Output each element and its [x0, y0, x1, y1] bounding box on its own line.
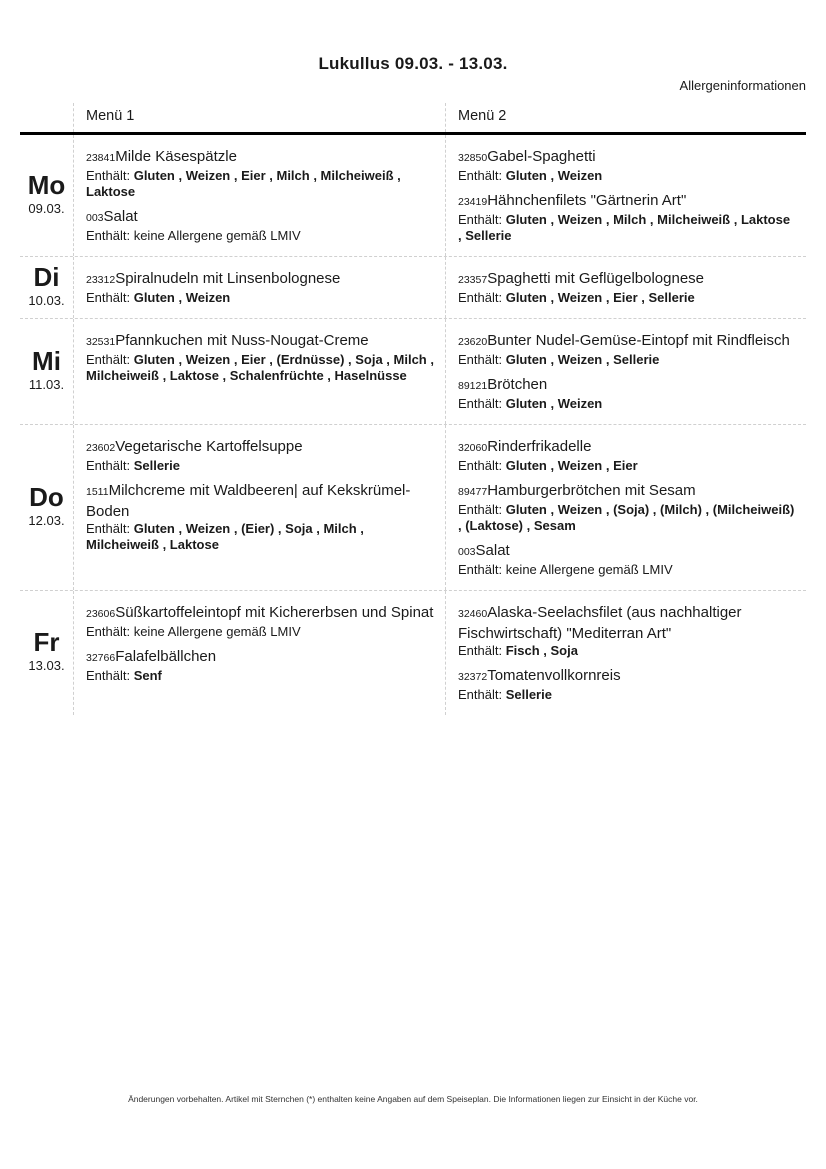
- allergen-list: Gluten , Weizen: [133, 290, 231, 305]
- dish-name: Spaghetti mit Geflügelbolognese: [487, 270, 705, 287]
- dish-name: Alaska-Seelachsfilet (aus nachhaltiger Fischwirtschaft) "Mediterran Art": [458, 604, 742, 642]
- dish-code: 32460: [458, 608, 488, 620]
- allergen-line: [458, 352, 796, 368]
- allergen-prefix: Enthält:: [458, 290, 506, 305]
- day-date: 13.03.: [28, 658, 65, 673]
- allergen-prefix: Enthält:: [458, 562, 506, 577]
- allergen-line: [458, 290, 796, 306]
- allergen-prefix: Enthält:: [86, 668, 134, 683]
- table-header-row: [20, 103, 806, 135]
- dish-code: 89121: [458, 380, 488, 392]
- menu-item: [458, 541, 796, 578]
- allergen-line: [86, 290, 435, 306]
- day-cell: [20, 319, 73, 424]
- allergen-list: keine Allergene gemäß LMIV: [133, 624, 301, 639]
- dish-name: Salat: [475, 542, 510, 559]
- allergen-list: Gluten , Weizen , Eier , (Erdnüsse) , Soja , Milch , Milcheiweiß , Laktose , Schalenfrüchte , Haselnüsse: [86, 352, 434, 383]
- menu1-cell: [73, 591, 445, 715]
- menu-item: [458, 331, 796, 368]
- dish-code: 23312: [86, 274, 116, 286]
- menu-item: [86, 647, 435, 684]
- menu-item: [458, 147, 796, 184]
- allergen-info-link[interactable]: Allergeninformationen: [679, 78, 806, 93]
- dish-code: 23419: [458, 196, 488, 208]
- allergen-list: Gluten , Weizen , Milch , Milcheiweiß , Laktose , Sellerie: [458, 212, 791, 243]
- allergen-prefix: Enthält:: [86, 624, 134, 639]
- allergen-list: Gluten , Weizen , Sellerie: [505, 352, 660, 367]
- allergen-prefix: Enthält:: [458, 396, 506, 411]
- dish-name: Bunter Nudel-Gemüse-Eintopf mit Rindfleisch: [487, 332, 790, 349]
- menu-table-row: [20, 425, 806, 591]
- menu-table: [20, 103, 806, 715]
- allergen-line: [458, 562, 796, 578]
- menu-item: [86, 481, 435, 553]
- dish-name: Süßkartoffeleintopf mit Kichererbsen und Spinat: [115, 604, 434, 621]
- allergen-list: keine Allergene gemäß LMIV: [133, 228, 301, 243]
- dish-title: [86, 207, 435, 228]
- allergen-list: Gluten , Weizen: [505, 168, 603, 183]
- dish-title: [458, 666, 796, 687]
- allergen-prefix: Enthält:: [458, 352, 506, 367]
- day-abbreviation: Do: [29, 481, 64, 512]
- menu-item: [458, 603, 796, 659]
- allergen-list: Gluten , Weizen , Eier , Sellerie: [505, 290, 695, 305]
- allergen-list: Gluten , Weizen: [505, 396, 603, 411]
- menu-item: [458, 666, 796, 703]
- menu-item: [458, 269, 796, 306]
- allergen-line: [86, 168, 435, 200]
- dish-title: [86, 603, 435, 624]
- allergen-prefix: Enthält:: [458, 502, 506, 517]
- day-cell: [20, 257, 73, 318]
- dish-title: [86, 147, 435, 168]
- dish-title: [86, 269, 435, 290]
- dish-title: [458, 191, 796, 212]
- allergen-list: Gluten , Weizen , Eier: [505, 458, 638, 473]
- menu2-cell: [445, 257, 806, 318]
- allergen-line: [86, 352, 435, 384]
- dish-code: 32531: [86, 336, 116, 348]
- allergen-list: Gluten , Weizen , (Eier) , Soja , Milch , Milcheiweiß , Laktose: [86, 521, 364, 552]
- dish-name: Tomatenvollkornreis: [487, 667, 621, 684]
- dish-code: 89477: [458, 486, 488, 498]
- dish-name: Vegetarische Kartoffelsuppe: [115, 438, 303, 455]
- dish-title: [86, 481, 435, 521]
- menu-item: [86, 331, 435, 384]
- menu-item: [458, 191, 796, 244]
- menu-item: [458, 375, 796, 412]
- dish-title: [458, 331, 796, 352]
- allergen-line: [458, 458, 796, 474]
- menu-table-row: [20, 319, 806, 425]
- dish-name: Hamburgerbrötchen mit Sesam: [487, 482, 696, 499]
- day-date: 12.03.: [28, 512, 65, 528]
- dish-name: Gabel-Spaghetti: [487, 148, 596, 165]
- dish-name: Falafelbällchen: [115, 648, 217, 665]
- dish-name: Brötchen: [487, 376, 548, 393]
- dish-title: [86, 647, 435, 668]
- allergen-line: [458, 687, 796, 703]
- allergen-line: [458, 212, 796, 244]
- allergen-prefix: Enthält:: [458, 212, 506, 227]
- day-cell: [20, 425, 73, 590]
- column-header-menu1: Menü 1: [73, 103, 445, 132]
- menu1-cell: [73, 319, 445, 424]
- dish-code: 003: [86, 212, 104, 224]
- menu-item: [86, 207, 435, 244]
- menu2-cell: [445, 135, 806, 256]
- allergen-prefix: Enthält:: [86, 352, 134, 367]
- menu-table-row: [20, 135, 806, 257]
- dish-code: 23841: [86, 152, 116, 164]
- day-abbreviation: Fr: [33, 627, 60, 657]
- menu1-cell: [73, 135, 445, 256]
- dish-title: [86, 331, 435, 352]
- day-abbreviation: Di: [33, 261, 60, 292]
- menu-item: [86, 603, 435, 640]
- dish-name: Pfannkuchen mit Nuss-Nougat-Creme: [115, 332, 369, 349]
- day-abbreviation: Mo: [27, 169, 66, 200]
- dish-title: [86, 437, 435, 458]
- dish-code: 32850: [458, 152, 488, 164]
- dish-title: [458, 269, 796, 290]
- menu1-cell: [73, 257, 445, 318]
- dish-title: [458, 437, 796, 458]
- allergen-prefix: Enthält:: [86, 458, 134, 473]
- allergen-list: Senf: [133, 668, 162, 683]
- allergen-line: [86, 521, 435, 553]
- menu-table-row: [20, 257, 806, 319]
- allergen-prefix: Enthält:: [458, 643, 506, 658]
- menu-item: [86, 147, 435, 200]
- allergen-line: [458, 396, 796, 412]
- allergen-list: Fisch , Soja: [505, 643, 578, 658]
- menu-item: [86, 269, 435, 306]
- allergen-prefix: Enthält:: [458, 687, 506, 702]
- menu2-cell: [445, 425, 806, 590]
- allergen-list: keine Allergene gemäß LMIV: [505, 562, 673, 577]
- dish-title: [458, 375, 796, 396]
- dish-name: Milchcreme mit Waldbeeren| auf Kekskrümel-Boden: [86, 482, 411, 520]
- dish-title: [458, 147, 796, 168]
- allergen-prefix: Enthält:: [86, 290, 134, 305]
- allergen-list: Gluten , Weizen , Eier , Milch , Milcheiweiß , Laktose: [86, 168, 401, 199]
- day-date: 11.03.: [28, 376, 65, 392]
- dish-code: 32060: [458, 442, 488, 454]
- dish-code: 32372: [458, 671, 488, 683]
- menu-item: [86, 437, 435, 474]
- dish-name: Milde Käsespätzle: [115, 148, 237, 165]
- day-date: 09.03.: [28, 200, 65, 216]
- allergen-line: [86, 458, 435, 474]
- dish-name: Salat: [103, 208, 138, 225]
- allergen-list: Sellerie: [505, 687, 552, 702]
- allergen-list: Sellerie: [133, 458, 180, 473]
- menu-item: [458, 481, 796, 534]
- allergen-line: [458, 643, 796, 659]
- dish-name: Rinderfrikadelle: [487, 438, 592, 455]
- menu-table-row: [20, 591, 806, 715]
- day-abbreviation: Mi: [32, 345, 61, 376]
- day-column-spacer: [20, 103, 73, 132]
- dish-code: 23606: [86, 608, 116, 620]
- allergen-line: [458, 168, 796, 184]
- dish-name: Hähnchenfilets "Gärtnerin Art": [487, 192, 687, 209]
- allergen-prefix: Enthält:: [86, 521, 134, 536]
- menu-item: [458, 437, 796, 474]
- day-cell: [20, 591, 73, 715]
- page-title: Lukullus 09.03. - 13.03.: [318, 54, 508, 73]
- allergen-prefix: Enthält:: [86, 228, 134, 243]
- dish-title: [458, 541, 796, 562]
- dish-title: [458, 603, 796, 643]
- day-date: 10.03.: [28, 292, 65, 308]
- allergen-prefix: Enthält:: [458, 168, 506, 183]
- dish-code: 23620: [458, 336, 488, 348]
- menu2-cell: [445, 319, 806, 424]
- menu1-cell: [73, 425, 445, 590]
- footer-note: Änderungen vorbehalten. Artikel mit Sternchen (*) enthalten keine Angaben auf dem Speiseplan. Die Informationen liegen zur Einsicht in der Küche vor.: [128, 1094, 698, 1104]
- dish-code: 23357: [458, 274, 488, 286]
- allergen-prefix: Enthält:: [86, 168, 134, 183]
- dish-code: 1511: [86, 486, 109, 498]
- dish-code: 32766: [86, 652, 116, 664]
- allergen-list: Gluten , Weizen , (Soja) , (Milch) , (Milcheiweiß) , (Laktose) , Sesam: [458, 502, 795, 533]
- menu-table-body: [20, 135, 806, 715]
- dish-code: 003: [458, 546, 476, 558]
- column-header-menu2: Menü 2: [445, 103, 806, 132]
- dish-title: [458, 481, 796, 502]
- allergen-line: [86, 668, 435, 684]
- allergen-line: [86, 624, 435, 640]
- allergen-line: [458, 502, 796, 534]
- dish-code: 23602: [86, 442, 116, 454]
- day-cell: [20, 135, 73, 256]
- menu2-cell: [445, 591, 806, 715]
- allergen-prefix: Enthält:: [458, 458, 506, 473]
- dish-name: Spiralnudeln mit Linsenbolognese: [115, 270, 341, 287]
- allergen-line: [86, 228, 435, 244]
